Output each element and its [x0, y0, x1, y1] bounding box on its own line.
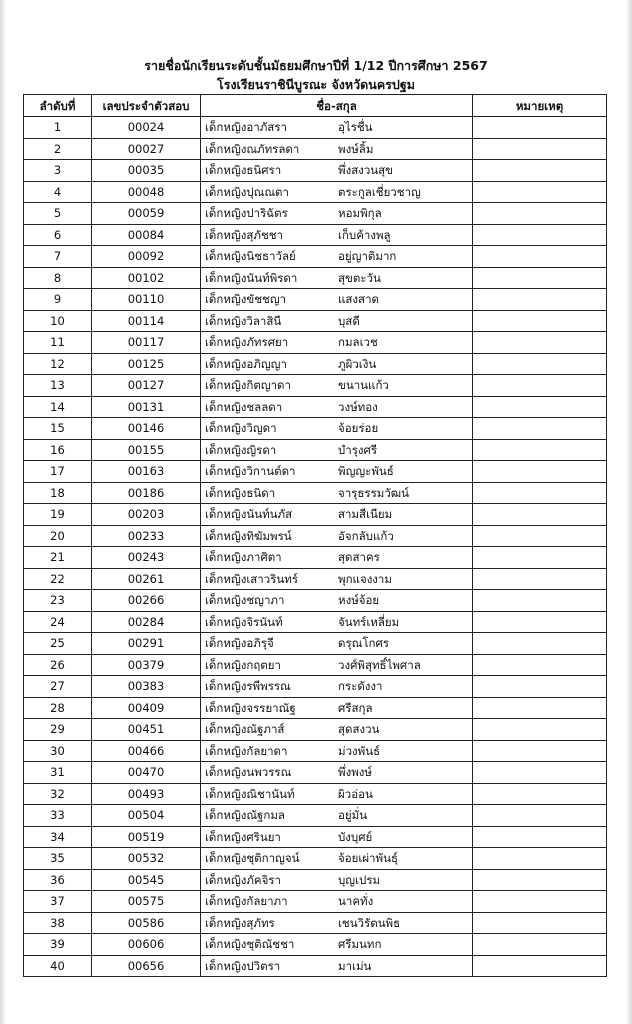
student-name: [201, 461, 473, 483]
exam-id: 00261: [92, 568, 201, 590]
student-list-table: [23, 94, 607, 977]
first-name: เด็กหญิงเสาวรินทร์: [205, 571, 299, 586]
student-name: [201, 267, 473, 289]
column-header-note: หมายเหตุ: [473, 95, 607, 117]
row-number: 2: [24, 138, 92, 160]
table-row: [24, 418, 607, 440]
row-number: 25: [24, 633, 92, 655]
first-name: เด็กหญิงชลลดา: [205, 399, 283, 414]
first-name: เด็กหญิงอภิรุจี: [205, 636, 274, 651]
first-name: เด็กหญิงจิรนันท์: [205, 614, 283, 629]
first-name: เด็กหญิงภัทรศยา: [205, 335, 289, 350]
student-name: [201, 181, 473, 203]
exam-id: 00493: [92, 783, 201, 805]
exam-id: 00451: [92, 719, 201, 741]
note: [473, 138, 607, 160]
row-number: 1: [24, 117, 92, 139]
first-name: เด็กหญิงณัฐกมล: [205, 808, 285, 823]
note: [473, 246, 607, 268]
last-name: มาเม่น: [338, 958, 372, 973]
exam-id: 00409: [92, 697, 201, 719]
last-name: ศรีมนทก: [338, 937, 382, 952]
note: [473, 891, 607, 913]
first-name: เด็กหญิงปุณณตา: [205, 184, 289, 199]
row-number: 22: [24, 568, 92, 590]
last-name: พิญญะพันธ์: [338, 464, 394, 479]
page-edge-shadow: [626, 0, 632, 1024]
exam-id: 00114: [92, 310, 201, 332]
table-row: [24, 267, 607, 289]
row-number: 29: [24, 719, 92, 741]
last-name: ขนานแก้ว: [338, 378, 389, 393]
row-number: 3: [24, 160, 92, 182]
first-name: เด็กหญิงธนิดา: [205, 485, 276, 500]
table-row: [24, 590, 607, 612]
table-row: [24, 461, 607, 483]
table-row: [24, 805, 607, 827]
note: [473, 482, 607, 504]
table-row: [24, 181, 607, 203]
last-name: ดรุณโกศร: [338, 636, 389, 651]
student-name: [201, 955, 473, 977]
note: [473, 439, 607, 461]
note: [473, 783, 607, 805]
exam-id: 00027: [92, 138, 201, 160]
page-edge-shadow: [0, 0, 6, 1024]
table-row: [24, 869, 607, 891]
note: [473, 375, 607, 397]
exam-id: 00127: [92, 375, 201, 397]
school-name: โรงเรียนราชินีบูรณะ จังหวัดนครปฐม: [217, 77, 415, 92]
exam-id: 00059: [92, 203, 201, 225]
student-name: [201, 805, 473, 827]
student-name: [201, 246, 473, 268]
exam-id: 00291: [92, 633, 201, 655]
exam-id: 00575: [92, 891, 201, 913]
note: [473, 568, 607, 590]
first-name: เด็กหญิงอาภัสรา: [205, 120, 287, 135]
note: [473, 504, 607, 526]
note: [473, 848, 607, 870]
exam-id: 00035: [92, 160, 201, 182]
note: [473, 310, 607, 332]
student-name: [201, 826, 473, 848]
last-name: ตระกูลเชี่ยวชาญ: [338, 184, 421, 199]
row-number: 11: [24, 332, 92, 354]
table-row: [24, 783, 607, 805]
last-name: ผิวอ่อน: [338, 786, 373, 801]
note: [473, 912, 607, 934]
table-row: [24, 138, 607, 160]
table-row: [24, 568, 607, 590]
note: [473, 611, 607, 633]
note: [473, 289, 607, 311]
note: [473, 805, 607, 827]
first-name: เด็กหญิงญิรดา: [205, 442, 277, 457]
table-row: [24, 224, 607, 246]
table-row: [24, 955, 607, 977]
last-name: บำรุงศรี: [338, 442, 378, 457]
first-name: เด็กหญิงณิชานันท์: [205, 786, 295, 801]
note: [473, 117, 607, 139]
exam-id: 00233: [92, 525, 201, 547]
note: [473, 418, 607, 440]
table-row: [24, 740, 607, 762]
exam-id: 00379: [92, 654, 201, 676]
first-name: เด็กหญิงกัลยาภา: [205, 894, 288, 909]
student-name: [201, 912, 473, 934]
student-name: [201, 633, 473, 655]
table-row: [24, 310, 607, 332]
note: [473, 719, 607, 741]
row-number: 12: [24, 353, 92, 375]
row-number: 33: [24, 805, 92, 827]
last-name: อยู่มั่น: [338, 808, 368, 823]
note: [473, 332, 607, 354]
student-name: [201, 396, 473, 418]
last-name: บุสดี: [338, 313, 360, 328]
student-name: [201, 289, 473, 311]
table-row: [24, 246, 607, 268]
note: [473, 461, 607, 483]
first-name: เด็กหญิงวิกานต์ดา: [205, 464, 296, 479]
note: [473, 740, 607, 762]
row-number: 15: [24, 418, 92, 440]
row-number: 32: [24, 783, 92, 805]
row-number: 10: [24, 310, 92, 332]
student-name: [201, 654, 473, 676]
student-name: [201, 568, 473, 590]
student-name: [201, 439, 473, 461]
row-number: 7: [24, 246, 92, 268]
first-name: เด็กหญิงนพวรรณ: [205, 765, 292, 780]
last-name: จ้อยร่อย: [338, 421, 379, 436]
row-number: 27: [24, 676, 92, 698]
first-name: เด็กหญิงรพีพรรณ: [205, 679, 291, 694]
last-name: แสงสาด: [338, 292, 379, 307]
first-name: เด็กหญิงภัคจิรา: [205, 872, 282, 887]
exam-id: 00117: [92, 332, 201, 354]
row-number: 6: [24, 224, 92, 246]
last-name: พึ่งสงวนสุข: [338, 163, 394, 178]
row-number: 30: [24, 740, 92, 762]
student-name: [201, 891, 473, 913]
student-name: [201, 697, 473, 719]
note: [473, 869, 607, 891]
exam-id: 00110: [92, 289, 201, 311]
first-name: เด็กหญิงณัฐภาส์: [205, 722, 285, 737]
exam-id: 00466: [92, 740, 201, 762]
last-name: สามสีเนียม: [338, 507, 393, 522]
first-name: เด็กหญิงชญาภา: [205, 593, 285, 608]
student-name: [201, 117, 473, 139]
last-name: สุดสงวน: [338, 722, 380, 737]
first-name: เด็กหญิงจรรยาณัฐ: [205, 700, 296, 715]
exam-id: 00163: [92, 461, 201, 483]
last-name: เก็บค้างพลู: [338, 227, 391, 242]
row-number: 36: [24, 869, 92, 891]
row-number: 39: [24, 934, 92, 956]
note: [473, 353, 607, 375]
row-number: 17: [24, 461, 92, 483]
note: [473, 267, 607, 289]
student-name: [201, 783, 473, 805]
student-name: [201, 203, 473, 225]
student-name: [201, 224, 473, 246]
note: [473, 654, 607, 676]
first-name: เด็กหญิงชุติณัชชา: [205, 937, 295, 952]
student-name: [201, 138, 473, 160]
note: [473, 633, 607, 655]
exam-id: 00155: [92, 439, 201, 461]
student-name: [201, 310, 473, 332]
table-row: [24, 891, 607, 913]
document-title: รายชื่อนักเรียนระดับชั้นมัธยมศึกษาปีที่ 1/12 ปีการศึกษา 2567: [144, 58, 488, 73]
row-number: 21: [24, 547, 92, 569]
exam-id: 00606: [92, 934, 201, 956]
row-number: 20: [24, 525, 92, 547]
row-number: 16: [24, 439, 92, 461]
table-row: [24, 934, 607, 956]
first-name: เด็กหญิงธนิศรา: [205, 163, 282, 178]
table-row: [24, 504, 607, 526]
last-name: เชนวิรัตนพิธ: [338, 915, 401, 930]
last-name: วงษ์ทอง: [338, 399, 378, 414]
exam-id: 00203: [92, 504, 201, 526]
first-name: เด็กหญิงขัชชญา: [205, 292, 287, 307]
note: [473, 697, 607, 719]
note: [473, 934, 607, 956]
student-name: [201, 719, 473, 741]
first-name: เด็กหญิงภาศิตา: [205, 550, 282, 565]
note: [473, 676, 607, 698]
last-name: วงศ์พิสุทธิ์ไพศาล: [338, 657, 421, 672]
last-name: ศรีสกุล: [338, 700, 373, 715]
row-number: 14: [24, 396, 92, 418]
exam-id: 00545: [92, 869, 201, 891]
exam-id: 00048: [92, 181, 201, 203]
first-name: เด็กหญิงกิตญาดา: [205, 378, 291, 393]
last-name: กระดังงา: [338, 679, 383, 694]
row-number: 5: [24, 203, 92, 225]
last-name: อยู่ญาติมาก: [338, 249, 397, 264]
table-row: [24, 547, 607, 569]
row-number: 38: [24, 912, 92, 934]
exam-id: 00656: [92, 955, 201, 977]
table-row: [24, 826, 607, 848]
last-name: สุดสาคร: [338, 550, 380, 565]
first-name: เด็กหญิงชุติกาญจน์: [205, 851, 300, 866]
first-name: เด็กหญิงสุภัทร: [205, 915, 275, 930]
student-name: [201, 848, 473, 870]
student-name: [201, 332, 473, 354]
row-number: 26: [24, 654, 92, 676]
first-name: เด็กหญิงนันท์พิรดา: [205, 270, 298, 285]
table-row: [24, 332, 607, 354]
note: [473, 762, 607, 784]
student-name: [201, 525, 473, 547]
student-name: [201, 547, 473, 569]
table-row: [24, 439, 607, 461]
first-name: เด็กหญิงอภิญญา: [205, 356, 287, 371]
row-number: 9: [24, 289, 92, 311]
exam-id: 00470: [92, 762, 201, 784]
exam-id: 00266: [92, 590, 201, 612]
exam-id: 00284: [92, 611, 201, 633]
table-row: [24, 697, 607, 719]
exam-id: 00146: [92, 418, 201, 440]
note: [473, 224, 607, 246]
column-header-number: ลำดับที่: [24, 95, 92, 117]
table-row: [24, 611, 607, 633]
table-header-row: [24, 95, 607, 117]
last-name: นาคทั่ง: [338, 894, 374, 909]
first-name: เด็กหญิงวิลาสินี: [205, 313, 282, 328]
row-number: 18: [24, 482, 92, 504]
last-name: ม่วงพันธ์: [338, 743, 381, 758]
student-name: [201, 590, 473, 612]
last-name: จ้อยเผ่าพันธุ์: [338, 851, 398, 866]
note: [473, 525, 607, 547]
note: [473, 181, 607, 203]
exam-id: 00102: [92, 267, 201, 289]
student-name: [201, 676, 473, 698]
table-row: [24, 633, 607, 655]
table-row: [24, 117, 607, 139]
first-name: เด็กหญิงกัลยาดา: [205, 743, 288, 758]
note: [473, 160, 607, 182]
row-number: 24: [24, 611, 92, 633]
table-row: [24, 654, 607, 676]
last-name: พงษ์ลิ้ม: [338, 141, 374, 156]
row-number: 40: [24, 955, 92, 977]
exam-id: 00125: [92, 353, 201, 375]
table-row: [24, 396, 607, 418]
table-row: [24, 482, 607, 504]
student-name: [201, 869, 473, 891]
note: [473, 203, 607, 225]
first-name: เด็กหญิงวิญดา: [205, 421, 277, 436]
row-number: 23: [24, 590, 92, 612]
exam-id: 00084: [92, 224, 201, 246]
row-number: 28: [24, 697, 92, 719]
exam-id: 00586: [92, 912, 201, 934]
table-row: [24, 762, 607, 784]
last-name: หงษ์จ้อย: [338, 593, 380, 608]
first-name: เด็กหญิงปวิตรา: [205, 958, 281, 973]
student-name: [201, 418, 473, 440]
last-name: อุไรชื่น: [338, 120, 373, 135]
table-row: [24, 353, 607, 375]
table-row: [24, 912, 607, 934]
first-name: เด็กหญิงทิฆัมพรน์: [205, 528, 292, 543]
last-name: จารุธรรมวัฒน์: [338, 485, 410, 500]
note: [473, 826, 607, 848]
first-name: เด็กหญิงปาริฉัตร: [205, 206, 288, 221]
last-name: พุกแจงงาม: [338, 571, 392, 586]
exam-id: 00519: [92, 826, 201, 848]
first-name: เด็กหญิงศรินยา: [205, 829, 281, 844]
first-name: เด็กหญิงณภัทรลดา: [205, 141, 300, 156]
last-name: สุขตะวัน: [338, 270, 381, 285]
row-number: 35: [24, 848, 92, 870]
last-name: จันทร์เหลี่ยม: [338, 614, 400, 629]
column-header-exam-id: เลขประจำตัวสอบ: [92, 95, 201, 117]
exam-id: 00186: [92, 482, 201, 504]
exam-id: 00092: [92, 246, 201, 268]
table-row: [24, 676, 607, 698]
row-number: 8: [24, 267, 92, 289]
last-name: อัจกลับแก้ว: [338, 528, 394, 543]
student-name: [201, 482, 473, 504]
student-name: [201, 353, 473, 375]
row-number: 34: [24, 826, 92, 848]
last-name: หอมพิกุล: [338, 206, 382, 221]
row-number: 13: [24, 375, 92, 397]
first-name: เด็กหญิงกฤตยา: [205, 657, 281, 672]
last-name: บุญเปรม: [338, 872, 381, 887]
exam-id: 00532: [92, 848, 201, 870]
note: [473, 547, 607, 569]
student-name: [201, 504, 473, 526]
note: [473, 590, 607, 612]
student-name: [201, 740, 473, 762]
last-name: กมลเวช: [338, 335, 378, 350]
exam-id: 00243: [92, 547, 201, 569]
table-row: [24, 848, 607, 870]
student-name: [201, 611, 473, 633]
note: [473, 955, 607, 977]
student-name: [201, 934, 473, 956]
row-number: 19: [24, 504, 92, 526]
exam-id: 00504: [92, 805, 201, 827]
table-row: [24, 375, 607, 397]
column-header-name: ชื่อ-สกุล: [201, 95, 473, 117]
table-row: [24, 719, 607, 741]
row-number: 37: [24, 891, 92, 913]
student-name: [201, 160, 473, 182]
student-name: [201, 762, 473, 784]
first-name: เด็กหญิงนิชธาวัลย์: [205, 249, 296, 264]
last-name: บังบุศย์: [338, 829, 373, 844]
exam-id: 00383: [92, 676, 201, 698]
last-name: ภูผิวเงิน: [338, 356, 377, 371]
first-name: เด็กหญิงนันท์นภัส: [205, 507, 293, 522]
table-row: [24, 525, 607, 547]
row-number: 31: [24, 762, 92, 784]
first-name: เด็กหญิงสุภัชชา: [205, 227, 284, 242]
row-number: 4: [24, 181, 92, 203]
note: [473, 396, 607, 418]
exam-id: 00024: [92, 117, 201, 139]
table-row: [24, 160, 607, 182]
student-name: [201, 375, 473, 397]
last-name: พึ่งพงษ์: [338, 765, 372, 780]
table-row: [24, 289, 607, 311]
exam-id: 00131: [92, 396, 201, 418]
table-row: [24, 203, 607, 225]
